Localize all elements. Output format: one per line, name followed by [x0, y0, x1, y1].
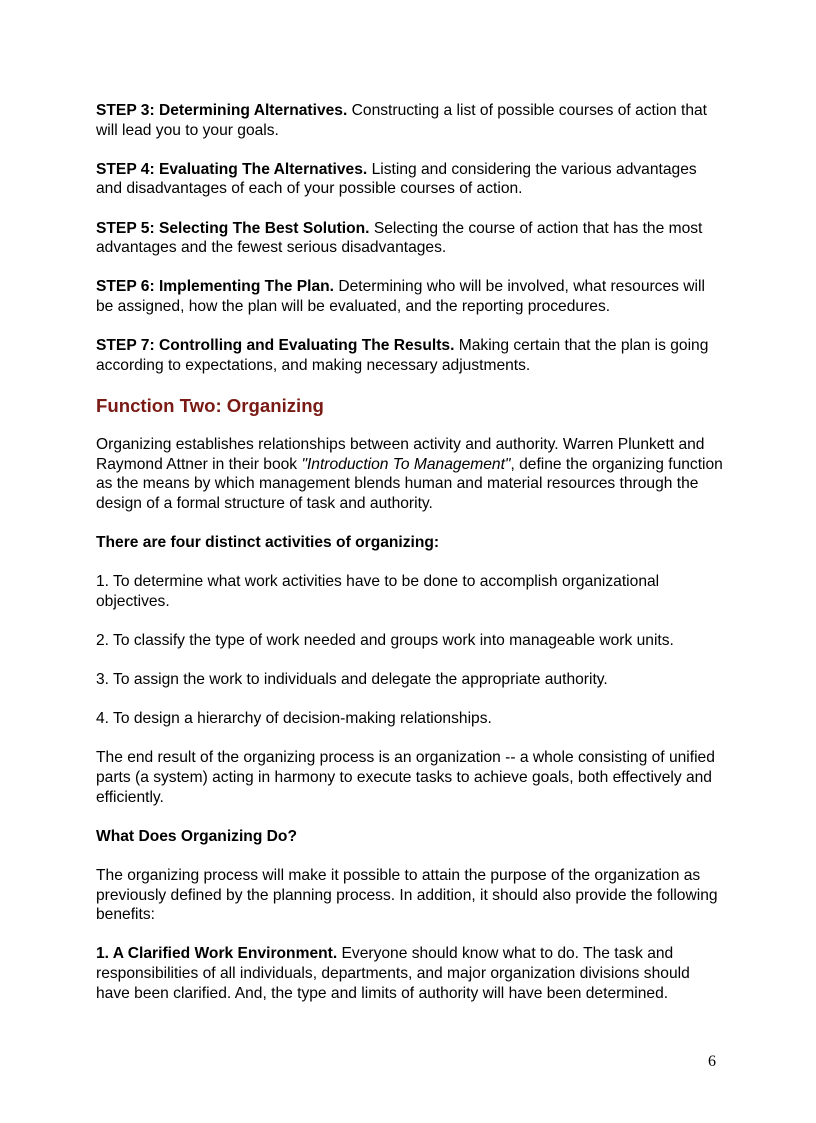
- benefit-paragraph: [96, 944, 726, 1003]
- activity-item: 3. To assign the work to individuals and delegate the appropriate authority.: [96, 671, 608, 689]
- step-title: STEP 5: Selecting The Best Solution.: [96, 219, 370, 237]
- intro-paragraph: [96, 435, 726, 513]
- activity-item: 2. To classify the type of work needed and groups work into manageable work units.: [96, 631, 674, 649]
- benefit-text: Everyone should know what to do. The task and responsibilities of all individuals, departments, and major organization divisions should have been clarified. And, the type and limits of authority will have been determined.: [96, 945, 690, 1002]
- what-heading: What Does Organizing Do?: [96, 827, 297, 845]
- step-title: STEP 4: Evaluating The Alternatives.: [96, 160, 368, 178]
- document-body: [96, 101, 726, 1023]
- intro-text-end: , define the organizing function as the means by which management blends human and material resources through the design of a formal structure of task and authority.: [96, 455, 723, 512]
- step-7-paragraph: [96, 336, 726, 375]
- intro-text: Organizing establishes relationships between activity and authority. Warren Plunkett and Raymond Attner in their book: [96, 435, 705, 473]
- step-3-paragraph: [96, 101, 726, 140]
- activities-heading: There are four distinct activities of organizing:: [96, 533, 440, 551]
- step-4-paragraph: [96, 160, 726, 199]
- step-6-paragraph: [96, 277, 726, 316]
- page-number: 6: [708, 1053, 716, 1070]
- step-text: Listing and considering the various advantages and disadvantages of each of your possible courses of action.: [96, 160, 697, 198]
- section-heading: Function Two: Organizing: [96, 394, 324, 416]
- step-text: Selecting the course of action that has the most advantages and the fewest serious disadvantages.: [96, 219, 703, 257]
- step-text: Constructing a list of possible courses of action that will lead you to your goals.: [96, 102, 708, 139]
- book-title: "Introduction To Management": [301, 455, 511, 473]
- step-text: Making certain that the plan is going according to expectations, and making necessary adjustments.: [96, 337, 709, 374]
- benefit-title: 1. A Clarified Work Environment.: [96, 945, 338, 963]
- step-title: STEP 6: Implementing The Plan.: [96, 278, 334, 296]
- step-title: STEP 3: Determining Alternatives.: [96, 102, 348, 119]
- activity-item: 4. To design a hierarchy of decision-making relationships.: [96, 710, 492, 728]
- what-paragraph: The organizing process will make it possible to attain the purpose of the organization as previously defined by the planning process. In addition, it should also provide the following benefits:: [96, 866, 718, 924]
- step-text: Determining who will be involved, what resources will be assigned, how the plan will be evaluated, and the reporting procedures.: [96, 278, 705, 315]
- step-title: STEP 7: Controlling and Evaluating The Results.: [96, 337, 455, 355]
- activity-item: 1. To determine what work activities have to be done to accomplish organizational objectives.: [96, 573, 660, 610]
- step-5-paragraph: [96, 219, 726, 258]
- end-result-paragraph: The end result of the organizing process is an organization -- a whole consisting of unified parts (a system) acting in harmony to execute tasks to achieve goals, both effectively and efficiently.: [96, 749, 715, 806]
